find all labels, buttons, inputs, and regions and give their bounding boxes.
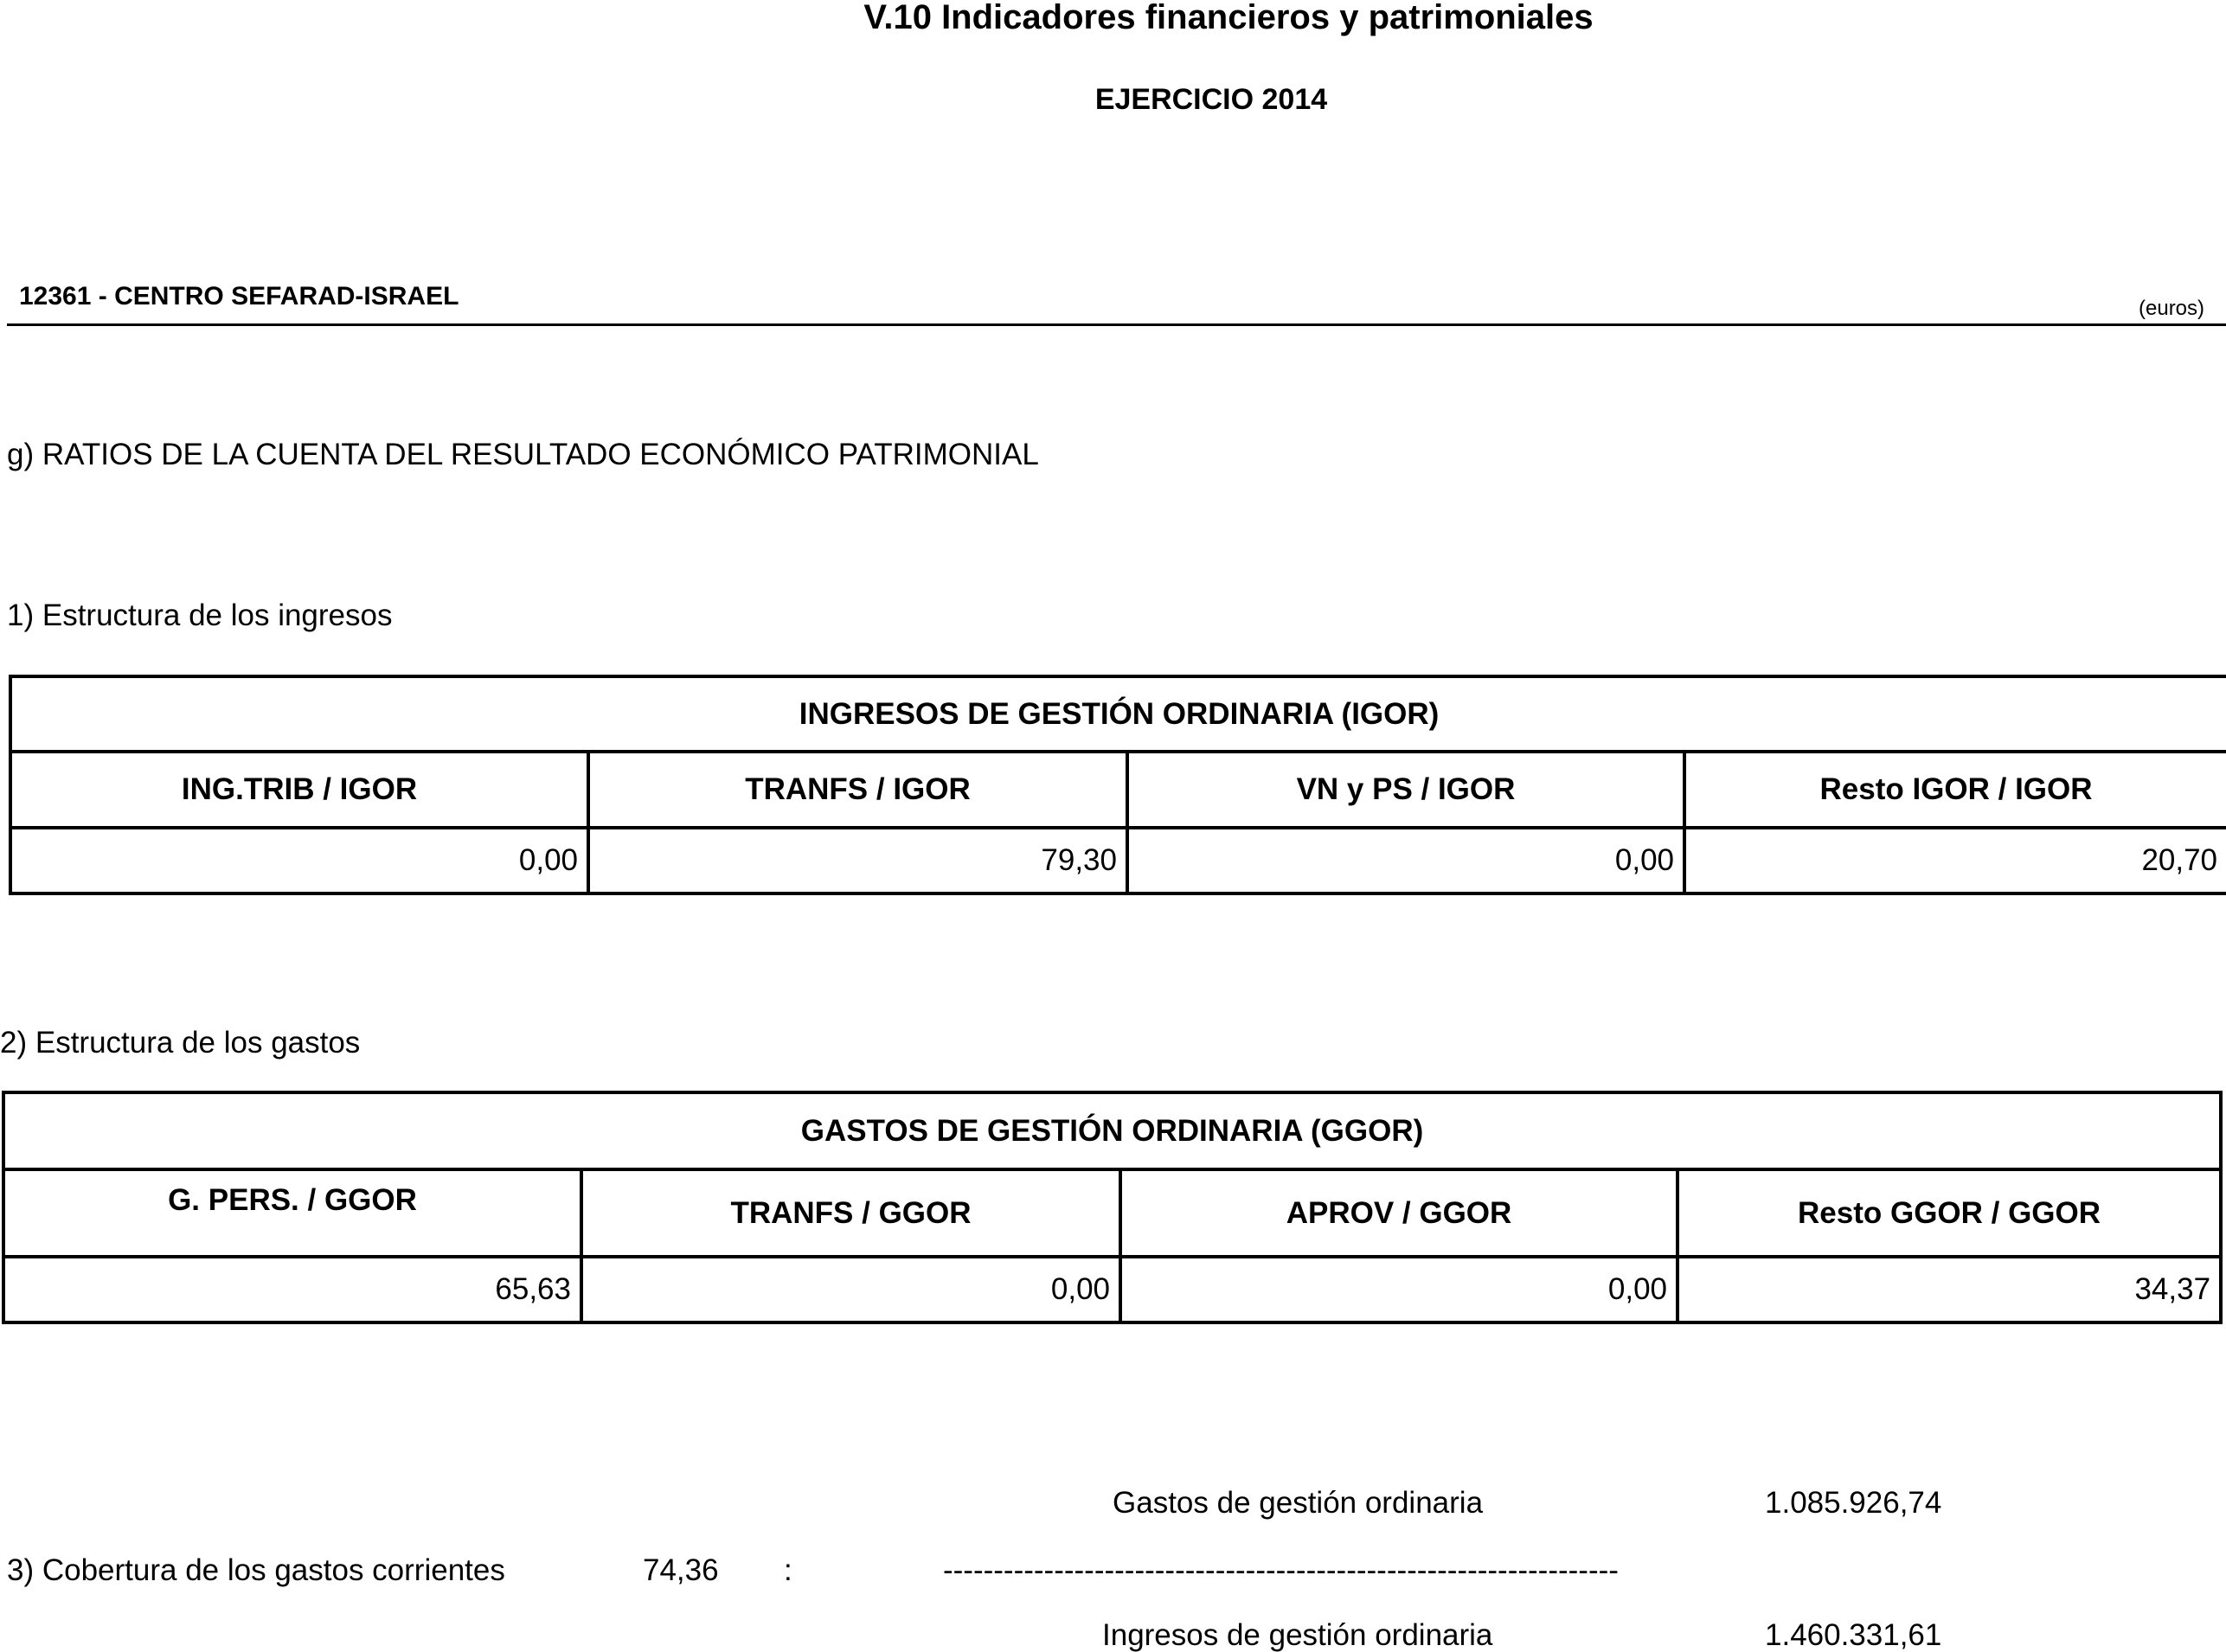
units-label: (euros) (2139, 297, 2205, 320)
coverage-colon: : (784, 1553, 792, 1587)
section-income-title: 1) Estructura de los ingresos (7, 599, 393, 632)
income-table-title: INGRESOS DE GESTIÓN ORDINARIA (IGOR) (10, 676, 2226, 752)
expense-col-header: Resto GGOR / GGOR (1678, 1169, 2221, 1257)
coverage-numerator-value: 1.085.926,74 (1765, 1486, 1942, 1520)
income-value-cell: 0,00 (10, 828, 588, 893)
income-col-header: VN y PS / IGOR (1127, 752, 1684, 828)
expense-value-cell: 65,63 (3, 1257, 581, 1322)
income-value-cell: 79,30 (588, 828, 1127, 893)
section-expenses-title: 2) Estructura de los gastos (0, 1026, 361, 1060)
expense-col-header: TRANFS / GGOR (581, 1169, 1120, 1257)
income-col-header: TRANFS / IGOR (588, 752, 1127, 828)
income-col-header: Resto IGOR / IGOR (1684, 752, 2226, 828)
expense-col-header: APROV / GGOR (1120, 1169, 1678, 1257)
income-structure-table (9, 675, 2226, 895)
expense-structure-table (2, 1091, 2223, 1324)
fiscal-year: EJERCICIO 2014 (1094, 83, 1328, 116)
coverage-fraction-line: ------------------------------------------------------------------- (943, 1553, 1619, 1587)
coverage-ratio-value: 74,36 (643, 1553, 719, 1587)
income-value-cell: 0,00 (1127, 828, 1684, 893)
coverage-numerator-label: Gastos de gestión ordinaria (1113, 1486, 1484, 1520)
expense-value-cell: 34,37 (1678, 1257, 2221, 1322)
expense-col-header: G. PERS. / GGOR (3, 1169, 581, 1257)
income-col-header: ING.TRIB / IGOR (10, 752, 588, 828)
report-title: V.10 Indicadores financieros y patrimoniales (863, 0, 1594, 36)
coverage-label: 3) Cobertura de los gastos corrientes (7, 1553, 505, 1587)
expense-table-title: GASTOS DE GESTIÓN ORDINARIA (GGOR) (3, 1092, 2221, 1169)
section-g-title: g) RATIOS DE LA CUENTA DEL RESULTADO ECONÓMICO PATRIMONIAL (7, 438, 1039, 471)
header-divider (7, 323, 2226, 326)
coverage-denominator-value: 1.460.331,61 (1765, 1618, 1942, 1652)
entity-name: 12361 - CENTRO SEFARAD-ISRAEL (19, 282, 459, 311)
coverage-denominator-label: Ingresos de gestión ordinaria (1102, 1618, 1493, 1652)
expense-value-cell: 0,00 (1120, 1257, 1678, 1322)
income-value-cell: 20,70 (1684, 828, 2226, 893)
expense-value-cell: 0,00 (581, 1257, 1120, 1322)
